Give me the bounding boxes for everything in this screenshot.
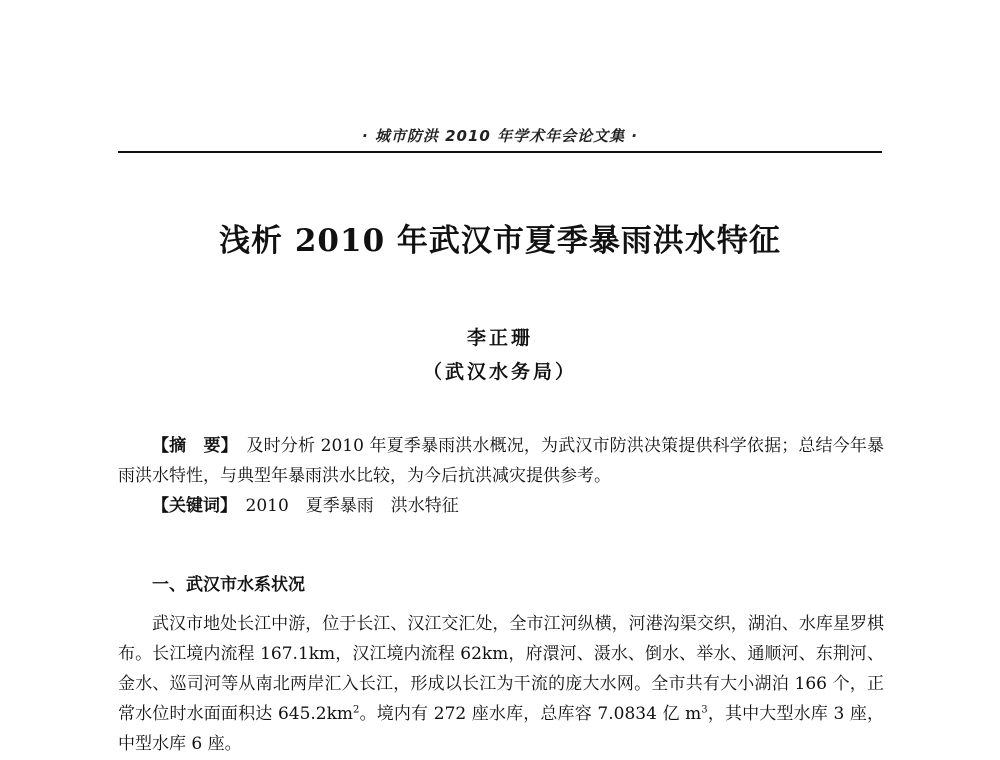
body-text-part1: 武汉市地处长江中游，位于长江、汉江交汇处，全市江河纵横，河港沟渠交织，湖泊、水库星罗棋布。长江境内流程 167.1km，汉江境内流程 62km，府澴河、滠水、倒水、举水、通顺河、东荆河、金水、巡司河等从南北两岸汇入长江，形成以长江为干流的庞大水网。全市共有大小湖泊 166 个，正常水位时水面面积达 645.2km: [118, 614, 884, 724]
superscript-2: 2: [353, 704, 360, 716]
header-divider: [118, 151, 882, 153]
keywords: [118, 491, 884, 521]
abstract: [118, 431, 884, 491]
body-text-part3: ，其中大型水库 3 座，中型水库 6 座。: [118, 704, 885, 754]
running-header: · 城市防洪 2010 年学术年会论文集 ·: [361, 127, 639, 145]
superscript-3: 3: [701, 704, 708, 716]
body-text-part2: 。境内有 272 座水库，总库容 7.0834 亿 m: [359, 704, 702, 724]
keywords-label: 【关键词】: [152, 496, 229, 516]
author-name: 李正珊: [466, 327, 533, 349]
body-paragraph: [118, 609, 884, 759]
author-affiliation: （武汉水务局）: [422, 361, 577, 383]
abstract-label: 【摘 要】: [152, 436, 230, 456]
section-heading: 一、武汉市水系状况: [152, 575, 305, 595]
abstract-text: 及时分析 2010 年夏季暴雨洪水概况，为武汉市防洪决策提供科学依据；总结今年暴雨洪水特性，与典型年暴雨洪水比较，为今后抗洪减灾提供参考。: [118, 436, 885, 486]
keywords-text: 2010 夏季暴雨 洪水特征: [245, 496, 459, 516]
paper-title: 浅析 2010 年武汉市夏季暴雨洪水特征: [219, 223, 781, 259]
